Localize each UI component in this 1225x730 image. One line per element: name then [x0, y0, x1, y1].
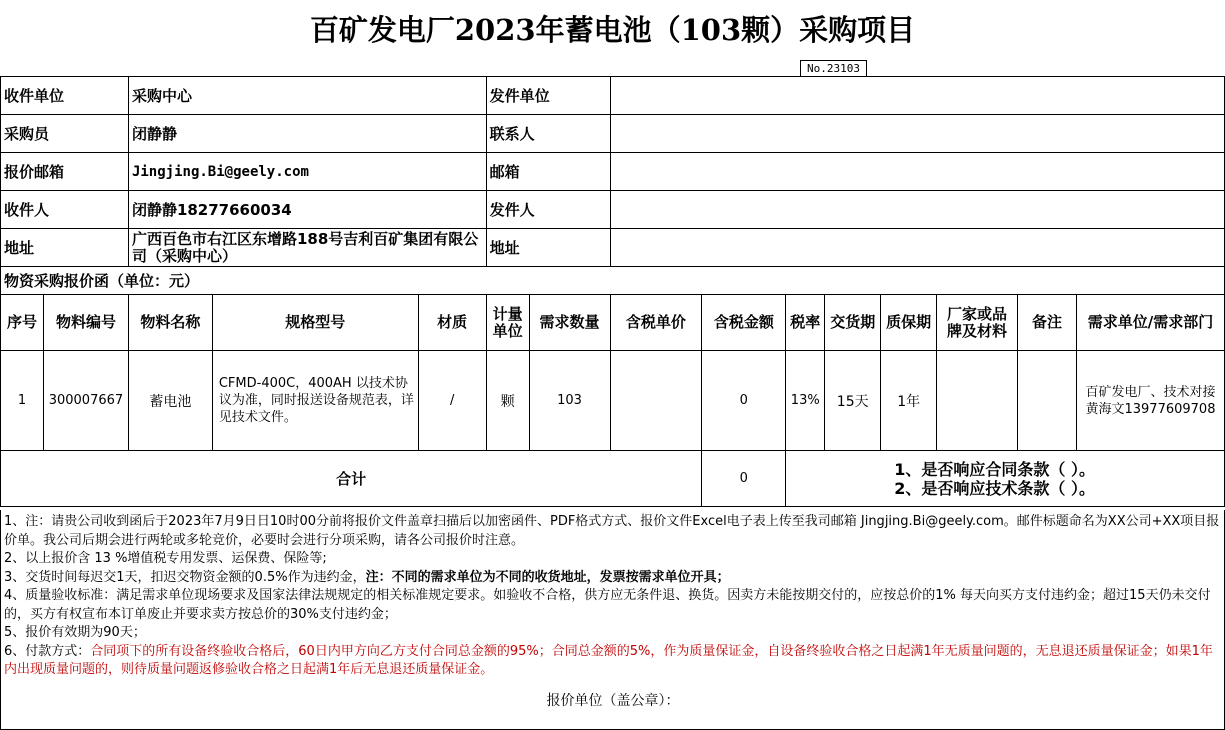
- cell-spec[interactable]: CFMD-400C，400AH 以技术协议为准，同时报送设备规范表，详见技术文件。: [212, 351, 418, 451]
- email-label: 邮箱: [486, 153, 610, 191]
- quotation-table: [0, 76, 1225, 507]
- col-warranty: 质保期: [881, 295, 937, 351]
- table-header-row: [1, 295, 1225, 351]
- contract-terms-response[interactable]: 1、是否响应合同条款（ ）。: [894, 459, 1095, 479]
- quote-email-label: 报价邮箱: [1, 153, 129, 191]
- address-label: 地址: [1, 229, 129, 267]
- receiver-unit-value[interactable]: 采购中心: [128, 77, 486, 115]
- receiver-unit-label: 收件单位: [1, 77, 129, 115]
- col-unit-price: 含税单价: [610, 295, 702, 351]
- note-3-emphasis: 注：不同的需求单位为不同的收货地址，发票按需求单位开具；: [365, 569, 730, 585]
- note-6-payment-terms: 合同项下的所有设备终验收合格后，60日内甲方向乙方支付合同总金额的95%；合同总金额的5%，作为质量保证金，自设备终验收合格之日起满1年无质量问题的，无息退还质量保证金；如果1年内出现质量问题的，则待质量问题返修验收合格之日起满1年后无息退还质量保证金。: [4, 643, 1213, 677]
- col-material: 材质: [418, 295, 486, 351]
- cell-amount[interactable]: 0: [702, 351, 786, 451]
- col-amount: 含税金额: [702, 295, 786, 351]
- note-2: 2、以上报价含 13 %增值税专用发票、运保费、保险等;: [4, 551, 327, 566]
- notes-section: [0, 510, 1225, 730]
- email-value[interactable]: [610, 153, 1225, 191]
- cell-dept[interactable]: 百矿发电厂、技术对接黄海文13977609708: [1076, 351, 1224, 451]
- technical-terms-response[interactable]: 2、是否响应技术条款（ ）。: [894, 478, 1095, 498]
- recipient-value[interactable]: 闭静静18277660034: [128, 191, 486, 229]
- col-brand: 厂家或品牌及材料: [937, 295, 1018, 351]
- note-4: 4、质量验收标准：满足需求单位现场要求及国家法律法规规定的相关标准规定要求。如验收不合格，供方应无条件退、换货。因卖方未能按期交付的，应按总价的1% 每天向买方支付违约金；超过15天仍未交付的，买方有权宣布本订单废止并要求卖方按总价的30%支付违约金；: [4, 588, 1211, 622]
- cell-tax-rate[interactable]: 13%: [786, 351, 825, 451]
- note-6: [4, 643, 1222, 680]
- col-delivery: 交货期: [825, 295, 881, 351]
- contact-value[interactable]: [610, 115, 1225, 153]
- cell-unit-price[interactable]: [610, 351, 702, 451]
- col-seq: 序号: [1, 295, 44, 351]
- cell-material[interactable]: /: [418, 351, 486, 451]
- cell-brand[interactable]: [937, 351, 1018, 451]
- cell-remark[interactable]: [1018, 351, 1077, 451]
- sender-value[interactable]: [610, 191, 1225, 229]
- note-6-label: 6、付款方式：: [4, 643, 91, 659]
- section-title: 物资采购报价函（单位：元）: [1, 267, 1225, 295]
- address2-value[interactable]: [610, 229, 1225, 267]
- cell-unit[interactable]: 颗: [486, 351, 529, 451]
- note-1: 1、注：请贵公司收到函后于2023年7月9日日10时00分前将报价文件盖章扫描后以加密函件、PDF格式方式、报价文件Excel电子表上传至我司邮箱 Jingjing.Bi@geely.com。邮件标题命名为XX公司+XX项目报价单。我公司后期会进行两轮或多轮竞价，必要时会进行分项采购，请各公司报价时注意。: [4, 514, 1220, 548]
- cell-seq[interactable]: 1: [1, 351, 44, 451]
- table-row: [1, 351, 1225, 451]
- sender-unit-label: 发件单位: [486, 77, 610, 115]
- cell-name[interactable]: 蓄电池: [128, 351, 212, 451]
- sender-label: 发件人: [486, 191, 610, 229]
- buyer-value[interactable]: 闭静静: [128, 115, 486, 153]
- note-3: [4, 569, 1222, 588]
- col-code: 物料编号: [43, 295, 128, 351]
- recipient-label: 收件人: [1, 191, 129, 229]
- quote-email-value[interactable]: Jingjing.Bi@geely.com: [128, 153, 486, 191]
- terms-cell: [786, 451, 1225, 507]
- cell-warranty[interactable]: 1年: [881, 351, 937, 451]
- cell-code[interactable]: 300007667: [43, 351, 128, 451]
- contact-label: 联系人: [486, 115, 610, 153]
- note-3-text: 3、交货时间每迟交1天，扣迟交物资金额的0.5%作为违约金，: [4, 569, 366, 585]
- col-dept: 需求单位/需求部门: [1076, 295, 1224, 351]
- page-title: 百矿发电厂2023年蓄电池（103颗）采购项目: [309, 13, 916, 47]
- document-number: No.23103: [800, 60, 867, 76]
- sender-unit-value[interactable]: [610, 77, 1225, 115]
- cell-qty[interactable]: 103: [529, 351, 610, 451]
- total-label: 合计: [1, 451, 702, 507]
- col-unit: 计量单位: [486, 295, 529, 351]
- signature-line: 报价单位（盖公章）：: [546, 692, 680, 709]
- cell-delivery[interactable]: 15天: [825, 351, 881, 451]
- address2-label: 地址: [486, 229, 610, 267]
- address-value[interactable]: 广西百色市右江区东增路188号吉利百矿集团有限公司（采购中心）: [128, 229, 486, 267]
- total-row: [1, 451, 1225, 507]
- col-tax-rate: 税率: [786, 295, 825, 351]
- col-remark: 备注: [1018, 295, 1077, 351]
- col-name: 物料名称: [128, 295, 212, 351]
- col-qty: 需求数量: [529, 295, 610, 351]
- buyer-label: 采购员: [1, 115, 129, 153]
- total-amount[interactable]: 0: [702, 451, 786, 507]
- note-5: 5、报价有效期为90天；: [4, 625, 146, 640]
- col-spec: 规格型号: [212, 295, 418, 351]
